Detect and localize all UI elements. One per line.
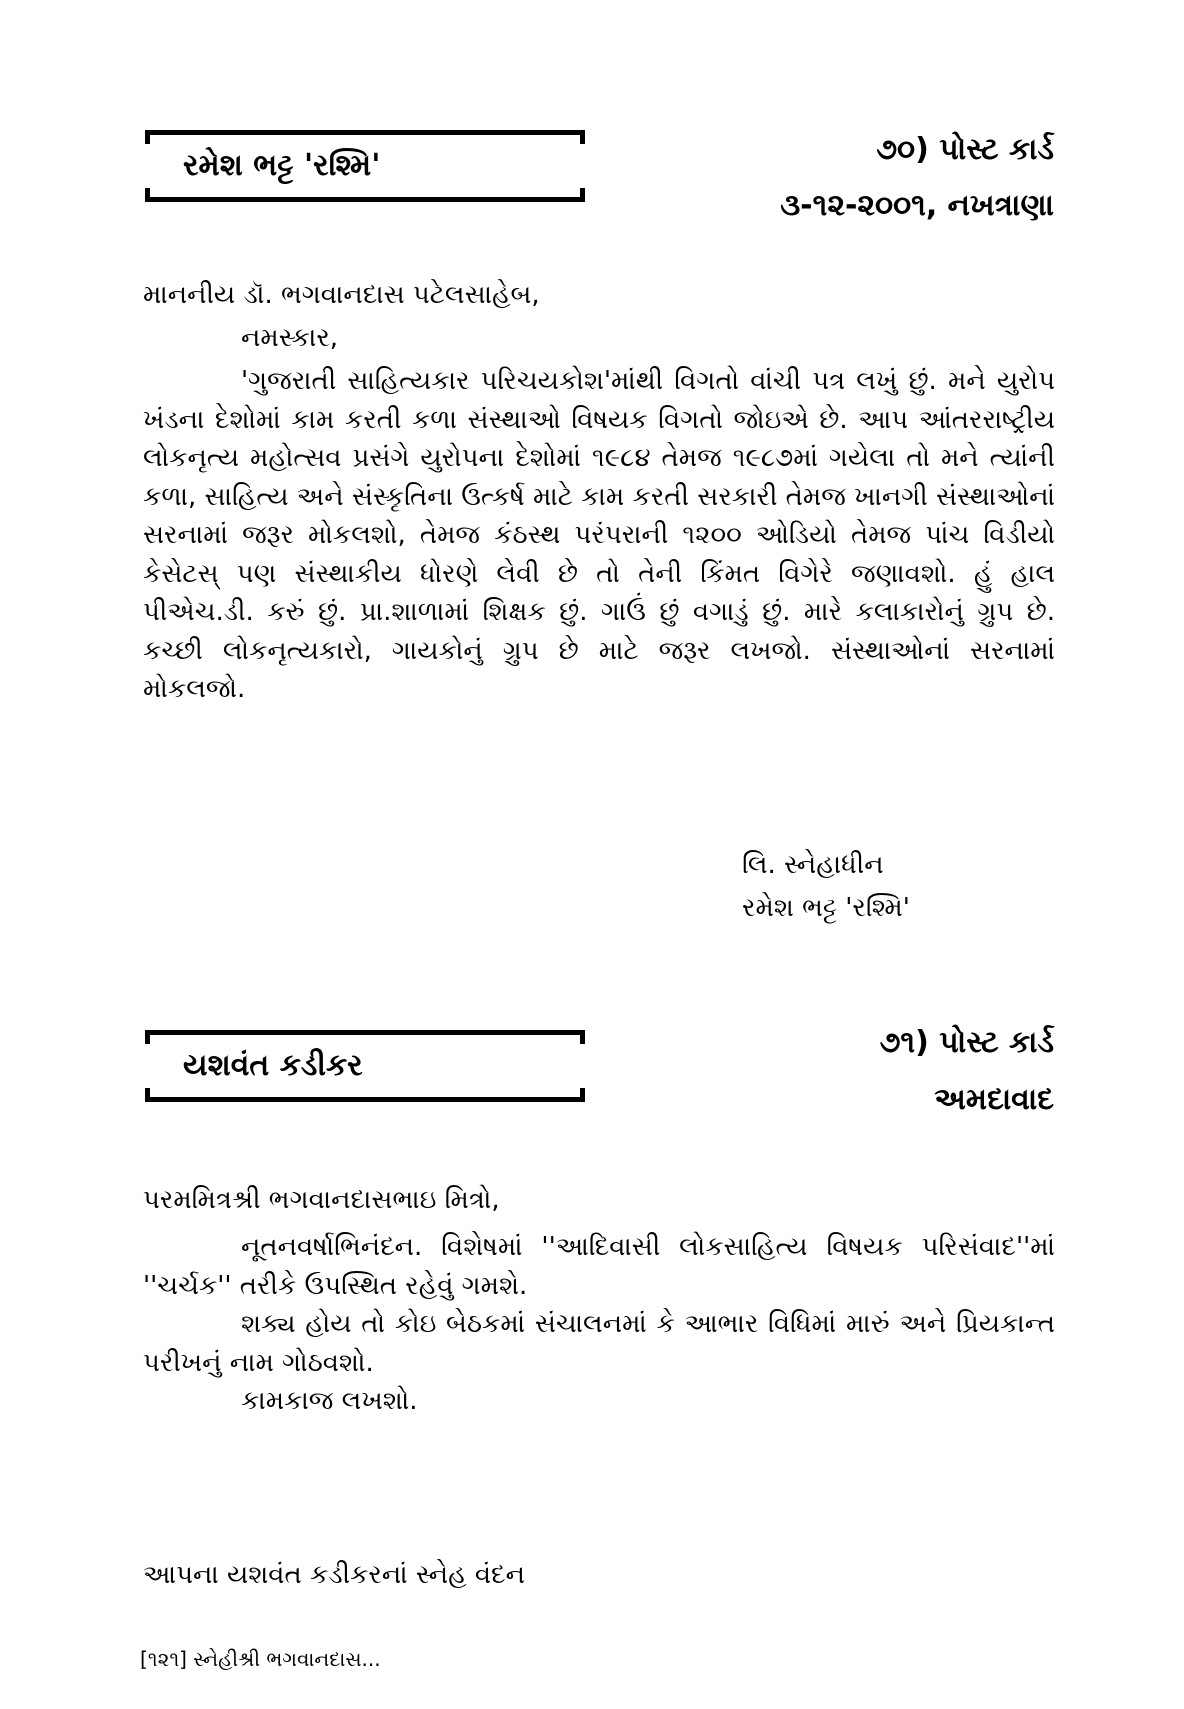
author-name-1: રમેશ ભટ્ટ 'રશ્મિ' xyxy=(183,148,381,183)
author-box-2 xyxy=(145,1030,585,1102)
place-date-1: ૩-૧૨-૨૦૦૧, નખત્રાણા xyxy=(780,188,1054,223)
letter-body-2-para-3: કામકાજ લખશો. xyxy=(241,1386,418,1416)
place-2: અમદાવાદ xyxy=(934,1082,1054,1117)
letter-body-2-para-1: નૂતનવર્ષાભિનંદન. વિશેષમાં ''આદિવાસી લોકસાહિત્ય વિષયક પરિસંવાદ''માં ''ચર્ચક'' તરીકે ઉપસ્થિત રહેવું ગમશે. xyxy=(143,1232,1055,1301)
letter-body-1-text: 'ગુજરાતી સાહિત્યકાર પરિચયકોશ'માંથી વિગતો વાંચી પત્ર લખું છું. મને યુરોપ ખંડના દેશોમાં કામ કરતી કળા સંસ્થાઓ વિષયક વિગતો જોઇએ છે. આપ આંતરરાષ્ટ્રીય લોકનૃત્ય મહોત્સવ પ્રસંગે યુરોપના દેશોમાં ૧૯૮૪ તેમજ ૧૯૮૭માં ગયેલા તો મને ત્યાંની કળા, સાહિત્ય અને સંસ્કૃતિના ઉત્કર્ષ માટે કામ કરતી સરકારી તેમજ ખાનગી સંસ્થાઓનાં સરનામાં જરૂર મોકલશો, તેમજ કંઠસ્થ પરંપરાની ૧૨૦૦ ઓડિયો તેમજ પાંચ વિડીયો કેસેટસ્ પણ સંસ્થાકીય ધોરણે લેવી છે તો તેની કિંમત વિગેરે જણાવશો. હું હાલ પીએચ.ડી. કરું છું. પ્રા.શાળામાં શિક્ષક છું. ગાઉં છું વગાડું છું. મારે કલાકારોનું ગ્રુપ છે. કચ્છી લોકનૃત્યકારો, ગાયકોનું ગ્રુપ છે માટે જરૂર લખજો. સંસ્થાઓનાં સરનામાં મોકલજો. xyxy=(143,366,1055,704)
letter-number-1: ૭૦) પોસ્ટ કાર્ડ xyxy=(876,132,1054,167)
page-footer: [૧૨૧] સ્નેહીશ્રી ભગવાનદાસ... xyxy=(140,1647,381,1671)
author-box-1 xyxy=(145,130,585,202)
letter-body-1 xyxy=(143,362,1055,709)
signature-1: રમેશ ભટ્ટ 'રશ્મિ' xyxy=(742,893,910,923)
salutation-2: પરમમિત્રશ્રી ભગવાનદાસભાઇ મિત્રો, xyxy=(143,1185,500,1215)
closing-2: આપના યશવંત કડીકરનાં સ્નેહ વંદન xyxy=(143,1560,525,1590)
letter-body-2 xyxy=(143,1228,1055,1421)
letter-body-2-para-2: શક્ય હોય તો કોઇ બેઠકમાં સંચાલનમાં કે આભાર વિધિમાં મારું અને પ્રિયકાન્ત પરીખનું નામ ગોઠવશો. xyxy=(143,1309,1055,1378)
salutation-1: માનનીય ડૉ. ભગવાનદાસ પટેલસાહેબ, xyxy=(143,280,540,310)
greeting-1: નમસ્કાર, xyxy=(241,323,339,353)
author-name-2: યશવંત કડીકર xyxy=(183,1048,363,1083)
signoff-1: લિ. સ્નેહાધીન xyxy=(742,850,884,880)
letter-number-2: ૭૧) પોસ્ટ કાર્ડ xyxy=(879,1025,1054,1060)
